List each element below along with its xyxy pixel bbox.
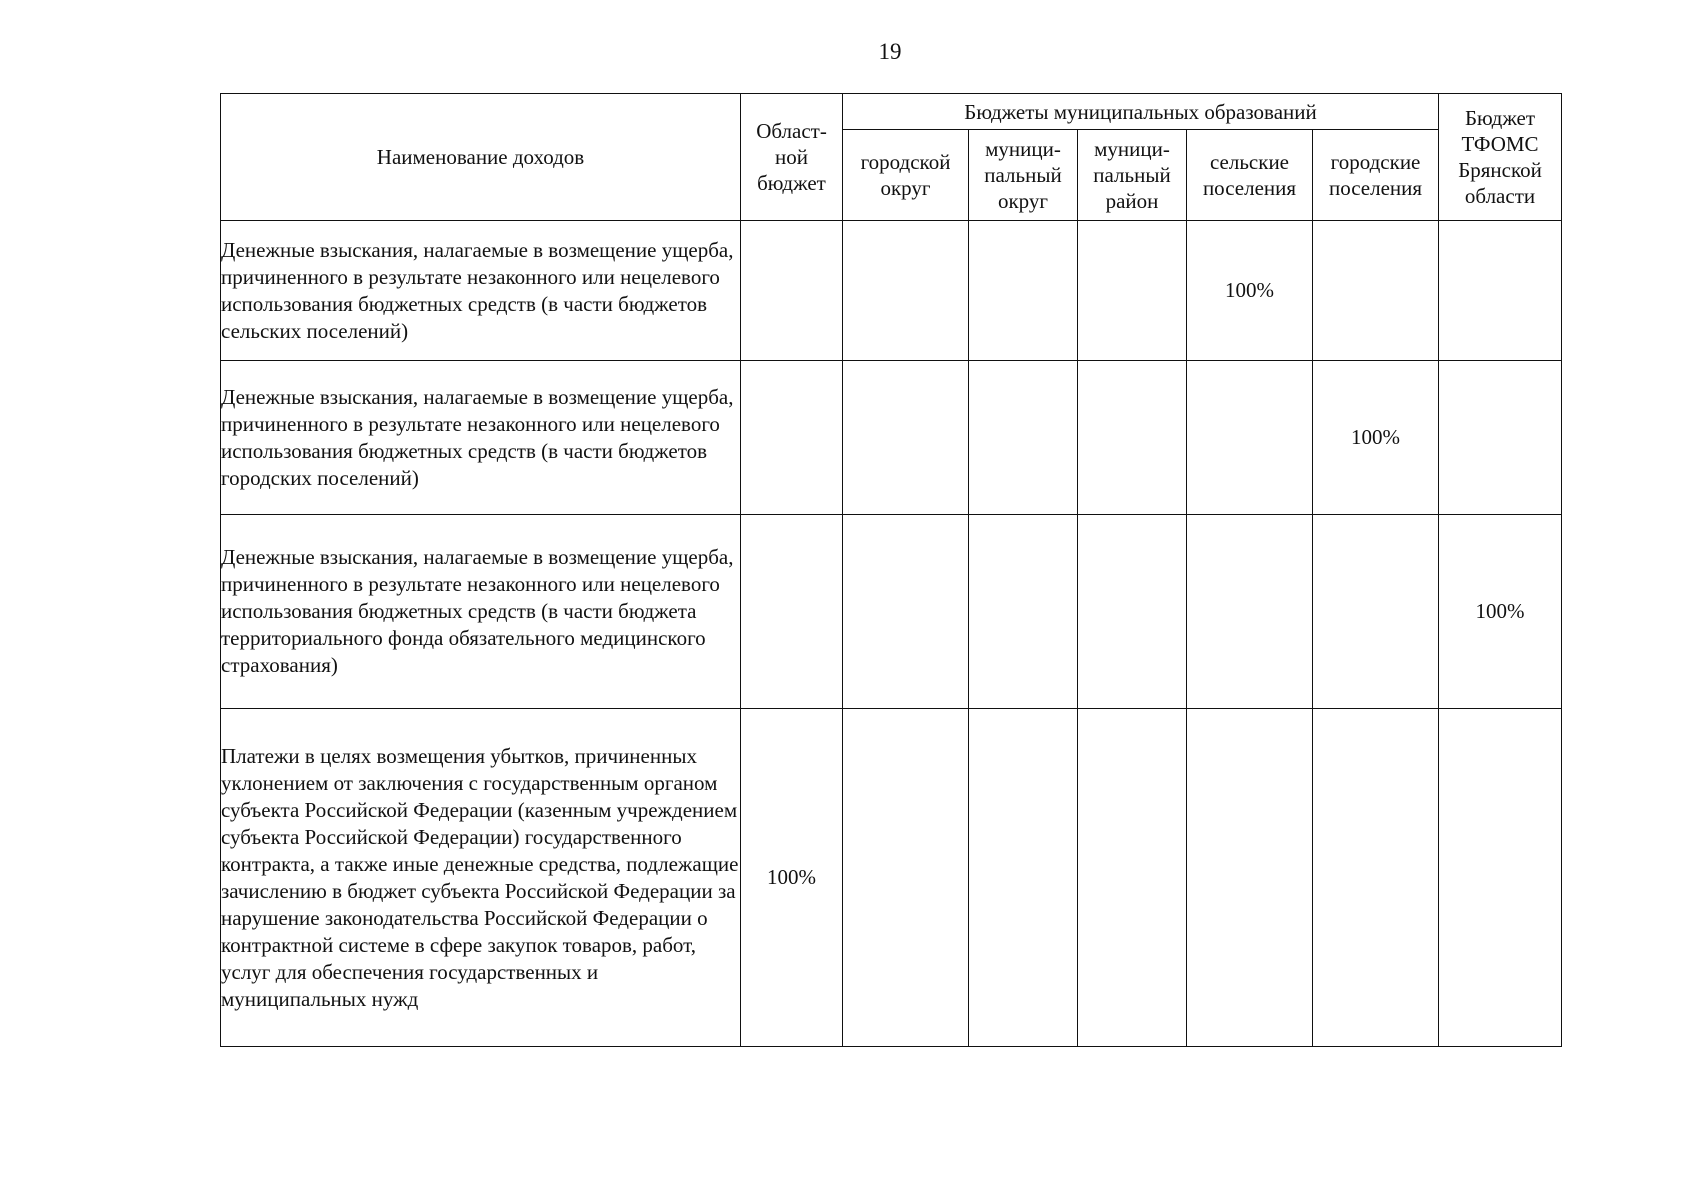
tfoms-value-cell: 100%	[1439, 515, 1562, 709]
revenue-name-cell: Денежные взыскания, налагаемые в возмещение ущерба, причиненного в результате незаконного или нецелевого использования бюджетных средств (в части бюджета территориального фонда обязательного медицинского страхования)	[221, 515, 741, 709]
regional-value-cell	[741, 361, 843, 515]
tfoms-value-cell	[1439, 221, 1562, 361]
header-revenue-name: Наименование доходов	[221, 94, 741, 221]
table-row	[221, 709, 1562, 1047]
rural-settlements-value-cell	[1187, 515, 1313, 709]
city-district-value-cell	[843, 515, 969, 709]
regional-value-cell	[741, 221, 843, 361]
revenue-name-cell: Денежные взыскания, налагаемые в возмещение ущерба, причиненного в результате незаконного или нецелевого использования бюджетных средств (в части бюджетов городских поселений)	[221, 361, 741, 515]
municipal-raion-value-cell	[1078, 515, 1187, 709]
header-municipal-raion: муници- пальный район	[1078, 130, 1187, 221]
municipal-raion-value-cell	[1078, 709, 1187, 1047]
urban-settlements-value-cell	[1313, 221, 1439, 361]
tfoms-value-cell	[1439, 361, 1562, 515]
rural-settlements-value-cell	[1187, 709, 1313, 1047]
urban-settlements-value-cell	[1313, 709, 1439, 1047]
header-city-district: городской округ	[843, 130, 969, 221]
municipal-raion-value-cell	[1078, 361, 1187, 515]
header-tfoms-budget: Бюджет ТФОМС Брянской области	[1439, 94, 1562, 221]
municipal-okrug-value-cell	[969, 709, 1078, 1047]
header-municipal-budgets: Бюджеты муниципальных образований	[843, 94, 1439, 130]
revenue-name-cell: Платежи в целях возмещения убытков, причиненных уклонением от заключения с государственным органом субъекта Российской Федерации (казенным учреждением субъекта Российской Федерации) государственного контракта, а также иные денежные средства, подлежащие зачислению в бюджет субъекта Российской Федерации за нарушение законодательства Российской Федерации о контрактной системе в сфере закупок товаров, работ, услуг для обеспечения государственных и муниципальных нужд	[221, 709, 741, 1047]
rural-settlements-value-cell: 100%	[1187, 221, 1313, 361]
header-municipal-okrug: муници- пальный округ	[969, 130, 1078, 221]
municipal-okrug-value-cell	[969, 221, 1078, 361]
municipal-okrug-value-cell	[969, 361, 1078, 515]
revenue-distribution-table	[220, 93, 1562, 1047]
rural-settlements-value-cell	[1187, 361, 1313, 515]
revenue-name-cell: Денежные взыскания, налагаемые в возмещение ущерба, причиненного в результате незаконного или нецелевого использования бюджетных средств (в части бюджетов сельских поселений)	[221, 221, 741, 361]
page-number: 19	[878, 39, 902, 64]
urban-settlements-value-cell: 100%	[1313, 361, 1439, 515]
tfoms-value-cell	[1439, 709, 1562, 1047]
municipal-okrug-value-cell	[969, 515, 1078, 709]
table-row	[221, 515, 1562, 709]
table-row	[221, 221, 1562, 361]
city-district-value-cell	[843, 221, 969, 361]
city-district-value-cell	[843, 361, 969, 515]
header-rural-settlements: сельские поселения	[1187, 130, 1313, 221]
regional-value-cell	[741, 515, 843, 709]
header-urban-settlements: городские поселения	[1313, 130, 1439, 221]
urban-settlements-value-cell	[1313, 515, 1439, 709]
municipal-raion-value-cell	[1078, 221, 1187, 361]
city-district-value-cell	[843, 709, 969, 1047]
regional-value-cell: 100%	[741, 709, 843, 1047]
table-row	[221, 361, 1562, 515]
header-regional-budget: Област- ной бюджет	[741, 94, 843, 221]
